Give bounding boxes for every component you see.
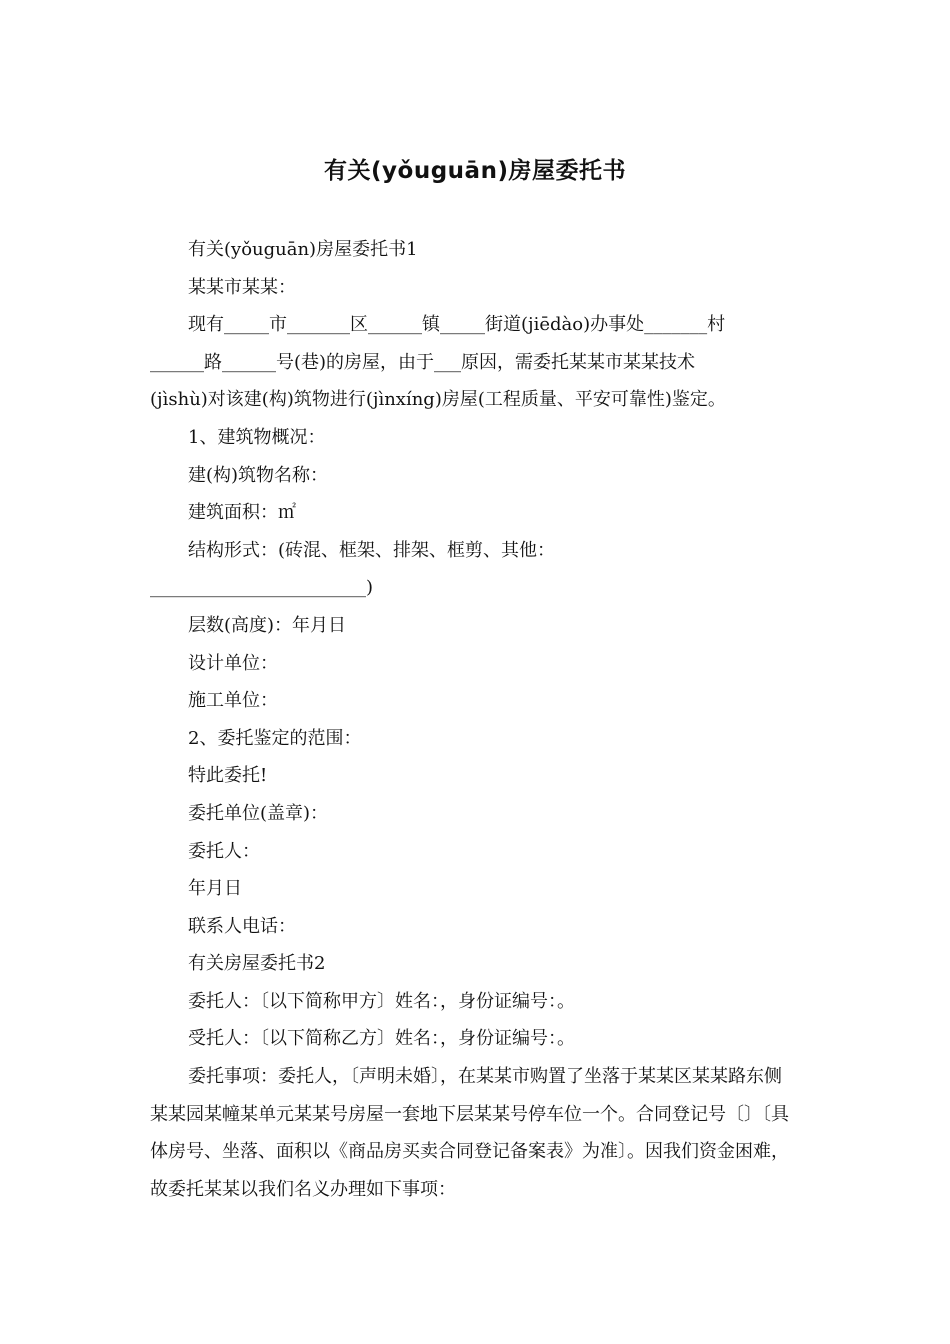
paragraph-line: 2、委托鉴定的范围： xyxy=(188,727,362,749)
paragraph-line: 委托单位(盖章)： xyxy=(188,802,329,824)
paragraph-line: ______路______号(巷)的房屋，由于___原因，需委托某某市某某技术 xyxy=(150,351,696,373)
paragraph-line: 年月日 xyxy=(188,878,242,900)
paragraph-line: 特此委托! xyxy=(188,765,268,787)
paragraph-line: 建(构)筑物名称： xyxy=(188,464,329,486)
paragraph-line: 建筑面积：㎡ xyxy=(188,502,296,524)
paragraph-line: 委托人：〔以下简称甲方〕姓名：，身份证编号：。 xyxy=(188,990,575,1012)
paragraph-line: 现有_____市_______区______镇_____街道(jiēdào)办事处_______村 xyxy=(188,314,726,336)
paragraph-line: 设计单位： xyxy=(188,652,278,674)
document-body xyxy=(150,231,790,1208)
paragraph-line: 某某市某某： xyxy=(188,276,296,298)
paragraph-line: 1、建筑物概况： xyxy=(188,426,326,448)
paragraph-line: 委托人： xyxy=(188,840,260,862)
paragraph-line: 受托人：〔以下简称乙方〕姓名：，身份证编号：。 xyxy=(188,1028,575,1050)
paragraph-line: (jìshù)对该建(构)筑物进行(jìnxíng)房屋(工程质量、平安可靠性)鉴定。 xyxy=(150,389,726,411)
paragraph-line: 有关(yǒuguān)房屋委托书1 xyxy=(188,239,418,260)
document-title: 有关(yǒuguān)房屋委托书 xyxy=(324,158,626,184)
paragraph-line: 施工单位： xyxy=(188,690,278,712)
paragraph-line: 有关房屋委托书2 xyxy=(188,953,326,975)
paragraph-line: 层数(高度)：年月日 xyxy=(188,614,347,636)
paragraph-line: ________________________) xyxy=(150,577,374,599)
paragraph-line: 结构形式：(砖混、框架、排架、框剪、其他： xyxy=(188,539,556,561)
final-paragraph: 委托事项：委托人，〔声明未婚〕，在某某市购置了坐落于某某区某某路东侧某某园某幢某单元某某号房屋一套地下层某某号停车位一个。合同登记号〔〕〔具体房号、坐落、面积以《商品房买卖合同登记备案表》为准〕。因我们资金困难，故委托某某以我们名义办理如下事项： xyxy=(150,1066,789,1200)
paragraph-line: 联系人电话： xyxy=(188,915,296,937)
